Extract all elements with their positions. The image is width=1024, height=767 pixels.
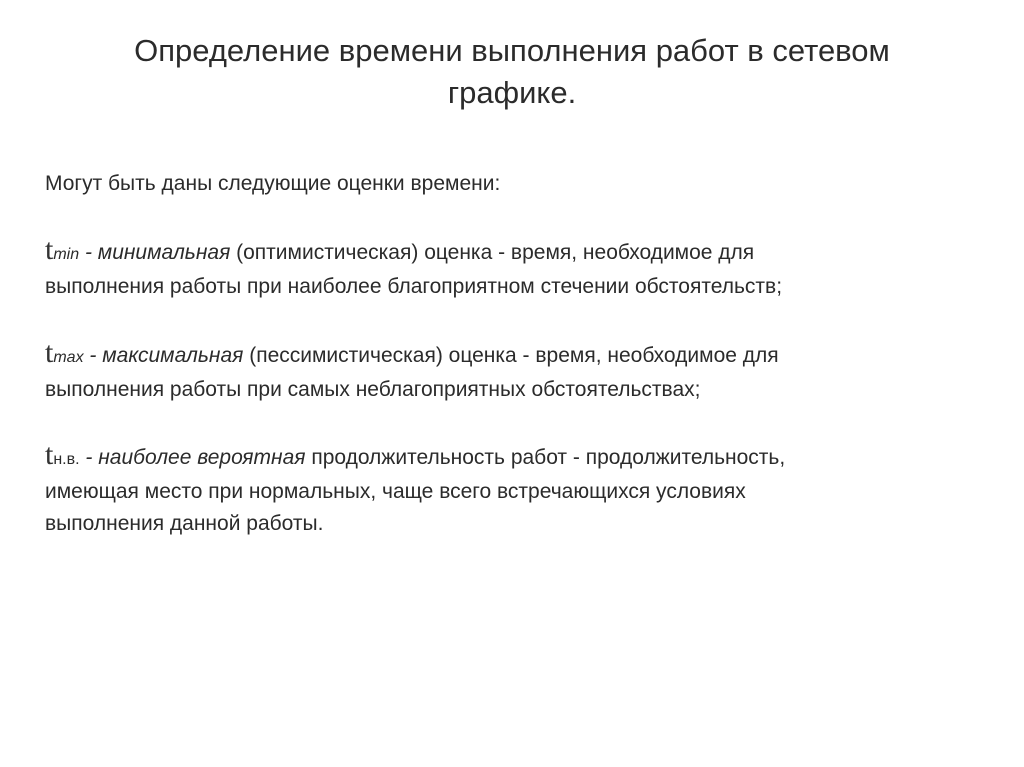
estimate-term: максимальная [102,344,244,367]
estimate-tmax [45,337,985,406]
estimate-description: продолжительность работ - продолжительность, [305,446,786,469]
time-symbol: t [45,336,54,369]
estimate-term: наиболее вероятная [98,446,306,469]
time-subscript: min [53,246,80,263]
estimate-description: (оптимистическая) оценка - время, необходимое для [230,241,755,264]
estimate-description: (пессимистическая) оценка - время, необходимое для [243,344,779,367]
slide-title-line-2: графике. [447,75,577,110]
time-subscript: max [53,349,84,366]
dash: - [79,446,99,469]
estimate-tmin-line-1 [45,234,985,271]
estimate-tmax-line-1 [45,337,985,374]
intro-text: Могут быть даны следующие оценки времени: [45,172,501,195]
estimate-term: минимальная [97,241,231,264]
time-subscript: н.в. [53,451,80,468]
estimate-tmin-line-2: выполнения работы при наиболее благоприятном стечении обстоятельств; [45,275,783,298]
estimate-tnv [45,439,985,540]
estimate-tnv-line-1 [45,439,985,476]
estimate-tmax-line-2: выполнения работы при самых неблагоприятных обстоятельствах; [45,378,701,401]
dash: - [83,344,103,367]
time-symbol: t [45,233,54,266]
slide-title [60,30,964,114]
dash: - [79,241,98,264]
estimate-tnv-line-2: имеющая место при нормальных, чаще всего встречающихся условиях [45,480,746,503]
estimate-tnv-line-3: выполнения данной работы. [45,512,324,535]
time-symbol: t [45,438,54,471]
estimate-tmin [45,234,985,303]
slide-title-line-1: Определение времени выполнения работ в сетевом [134,33,890,68]
